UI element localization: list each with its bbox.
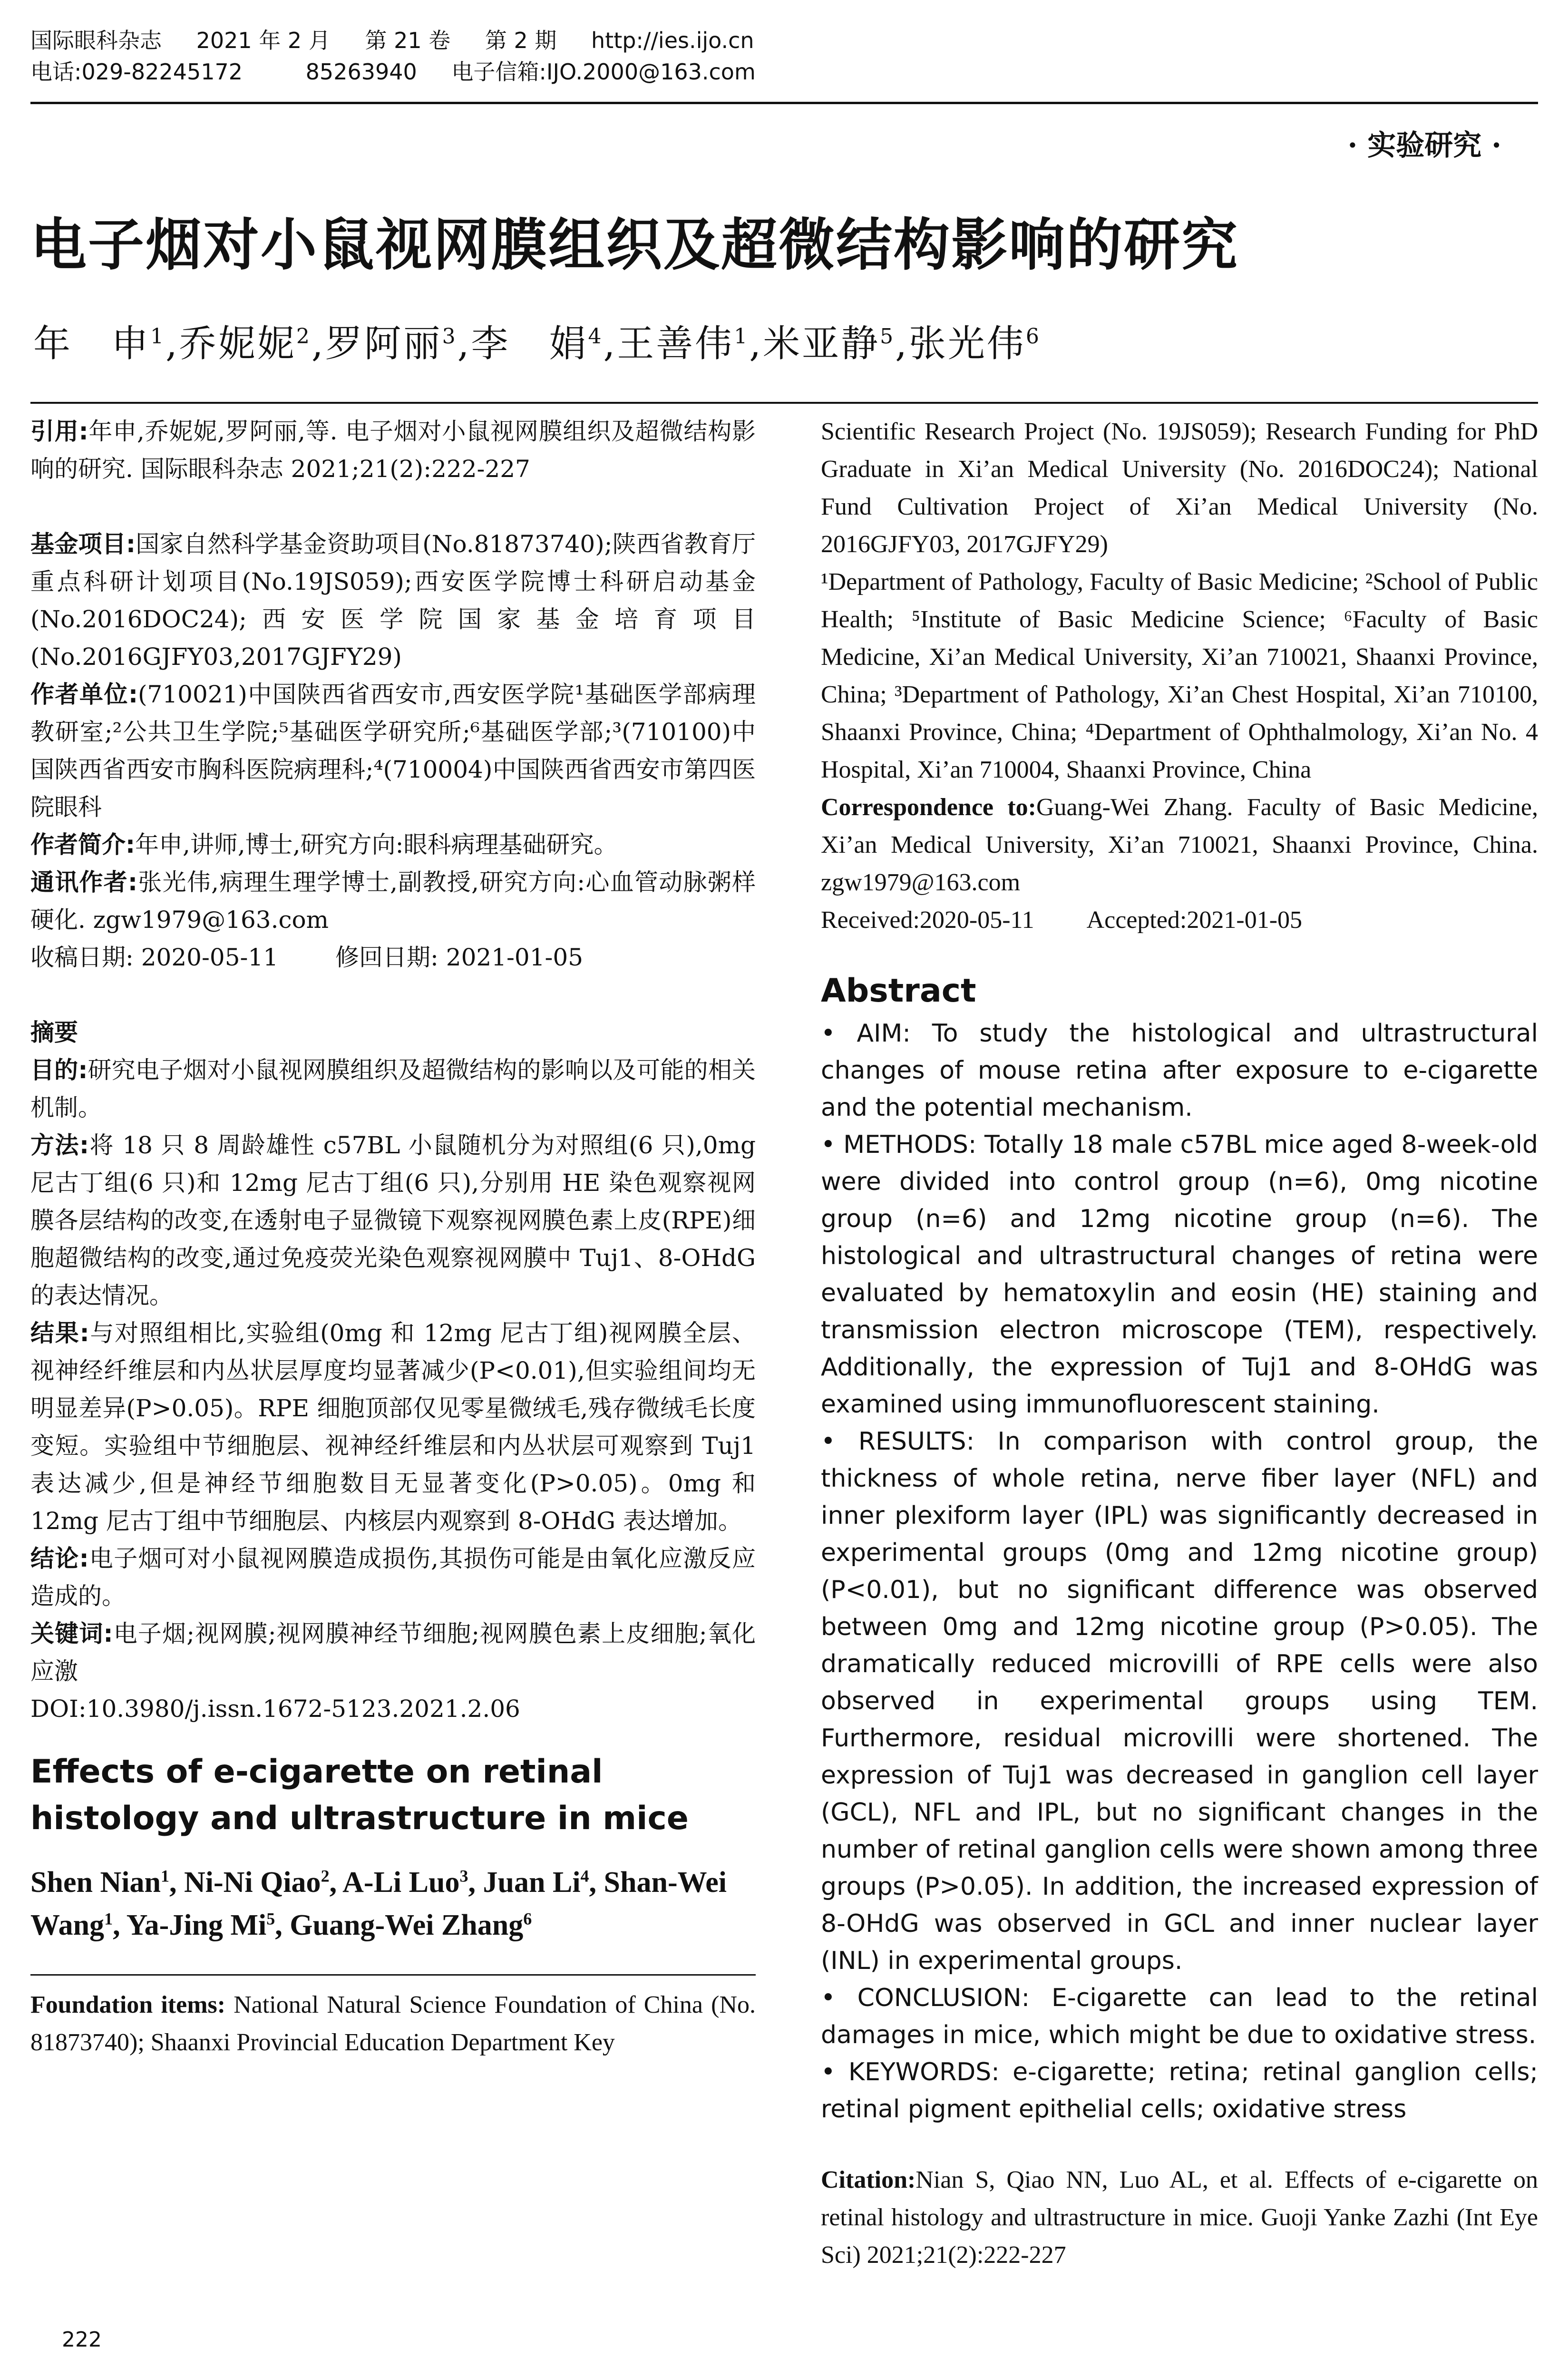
- bio-cn: [30, 826, 756, 864]
- corr-text: 张光伟,病理生理学博士,副教授,研究方向:心血管动脉粥样硬化. zgw1979@163.com: [30, 868, 756, 934]
- methods-text: 将 18 只 8 周龄雄性 c57BL 小鼠随机分为对照组(6 只),0mg 尼古丁组(6 只)和 12mg 尼古丁组(6 只),分别用 HE 染色观察视网膜各层结构的改变,在透射电子显微镜下观察视网膜色素上皮(RPE)细胞超微结构的改变,通过免疫荧光染色观察视网膜中 Tuj1、8-OHdG 的表达情况。: [30, 1131, 756, 1309]
- fund-cn: [30, 526, 756, 676]
- conclusion-text: 电子烟可对小鼠视网膜造成损伤,其损伤可能是由氧化应激反应造成的。: [30, 1545, 756, 1610]
- header-line-2: [30, 56, 1538, 88]
- author-cn: 罗阿丽: [325, 322, 442, 365]
- results-text: 与对照组相比,实验组(0mg 和 12mg 尼古丁组)视网膜全层、视神经纤维层和内丛状层厚度均显著减少(P<0.01),但实验组间均无明显差异(P>0.05)。RPE 细胞顶部仅见零星微绒毛,残存微绒毛长度变短。实验组中节细胞层、视神经纤维层和内丛状层可观察到 Tuj1 表达减少,但是神经节细胞数目无显著变化(P>0.05)。0mg 和 12mg 尼古丁组中节细胞层、内核层内观察到 8-OHdG 表达增加。: [30, 1319, 756, 1535]
- foundation-divider: [30, 1974, 756, 1976]
- unit-label: 作者单位:: [30, 681, 138, 708]
- author-aff: 4: [588, 324, 604, 349]
- affiliations-en: ¹Department of Pathology, Faculty of Basic Medicine; ²School of Public Health; ⁵Institute of Basic Medicine Science; ⁶Faculty of Basic Medicine, Xi’an Medical University, Xi’an 710021, Shaanxi Province, China; ³Department of Pathology, Xi’an Chest Hospital, Xi’an 710100, Shaanxi Province, China; ⁴Department of Ophthalmology, Xi’an No. 4 Hospital, Xi’an 710004, Shaanxi Province, China: [821, 568, 1538, 783]
- header-divider: [30, 102, 1538, 104]
- author-aff: 1: [160, 1866, 169, 1886]
- author-cn: 年 申: [33, 322, 151, 365]
- author-aff: 4: [580, 1866, 589, 1886]
- abstract-body: [821, 1015, 1538, 2128]
- journal-header: [30, 25, 1538, 88]
- author-aff: 2: [296, 324, 312, 349]
- title-divider: [30, 402, 1538, 404]
- citation-text: 年申,乔妮妮,罗阿丽,等. 电子烟对小鼠视网膜组织及超微结构影响的研究. 国际眼科杂志 2021;21(2):222-227: [30, 418, 756, 483]
- author-aff: 3: [442, 324, 458, 349]
- authors-cn: 年 申$^1$,乔妮妮$^2$,罗阿丽$^3$,李 娟$^4$,王善伟$^1$,米亚静$^5$,张光伟$^6$: [33, 322, 1041, 365]
- conclusion-cn: [30, 1540, 756, 1615]
- fund-label: 基金项目:: [30, 530, 136, 558]
- journal-name: 国际眼科杂志: [30, 28, 162, 53]
- foundation-text: National Natural Science Foundation of China (No. 81873740); Shaanxi Provincial Education Department Key: [30, 1991, 756, 2056]
- correspondence-en: [821, 789, 1538, 901]
- issue: 第 2 期: [485, 28, 557, 53]
- unit-text: (710021)中国陕西省西安市,西安医学院¹基础医学部病理教研室;²公共卫生学院;⁵基础医学研究所;⁶基础医学部;³(710100)中国陕西省西安市胸科医院病理科;⁴(710004)中国陕西省西安市第四医院眼科: [30, 681, 756, 821]
- fund-text: 国家自然科学基金资助项目(No.81873740);陕西省教育厅重点科研计划项目(No.19JS059);西安医学院博士科研启动基金(No.2016DOC24);西安医学院国家基金培育项目(No.2016GJFY03,2017GJFY29): [30, 530, 756, 671]
- bio-label: 作者简介:: [30, 831, 135, 858]
- author-aff: 3: [459, 1866, 468, 1886]
- author-aff: 6: [523, 1909, 532, 1929]
- journal-email[interactable]: 电子信箱:IJO.2000@163.com: [451, 59, 756, 85]
- author-en: Shan-Wei Wang: [30, 1866, 727, 1941]
- right-column: [821, 413, 1538, 2274]
- abstract-heading-en: Abstract: [821, 972, 976, 1010]
- issue-date: 2021 年 2 月: [196, 28, 331, 53]
- abstract-heading-cn: 摘要: [30, 1019, 78, 1046]
- foundation-label: Foundation items:: [30, 1991, 226, 2018]
- author-aff: 6: [1025, 324, 1041, 349]
- english-title: Effects of e-cigarette on retinal histology and ultrastructure in mice: [30, 1753, 689, 1837]
- keywords-text: 电子烟;视网膜;视网膜神经节细胞;视网膜色素上皮细胞;氧化应激: [30, 1620, 756, 1685]
- methods-cn: [30, 1127, 756, 1315]
- abstract-aim: • AIM: To study the histological and ultrastructural changes of mouse retina after exposure to e-cigarette and the potential mechanism.: [821, 1019, 1538, 1122]
- volume: 第 21 卷: [365, 28, 451, 53]
- phone: 电话:029-82245172: [30, 59, 243, 85]
- author-cn: 米亚静: [763, 322, 880, 365]
- author-cn: 王善伟: [617, 322, 734, 365]
- author-en: Shen Nian: [30, 1866, 161, 1899]
- author-en: Guang-Wei Zhang: [290, 1909, 524, 1941]
- accepted-en: Accepted:2021-01-05: [1086, 906, 1303, 934]
- author-aff: 1: [104, 1909, 113, 1929]
- author-cn: 乔妮妮: [179, 322, 296, 365]
- unit-cn: [30, 676, 756, 826]
- received-en: Received:2020-05-11: [821, 906, 1034, 934]
- page-number: 222: [62, 2328, 102, 2352]
- author-en: Ya-Jing Mi: [126, 1909, 267, 1941]
- foundation-continued: Scientific Research Project (No. 19JS059); Research Funding for PhD Graduate in Xi’an Medical University (No. 2016DOC24); National Fund Cultivation Project of Xi’an Medical University (No. 2016GJFY03, 2017GJFY29): [821, 418, 1538, 558]
- author-aff: 5: [880, 324, 896, 349]
- keywords-cn: [30, 1615, 756, 1690]
- correspondence-text: Guang-Wei Zhang. Faculty of Basic Medicine, Xi’an Medical University, Xi’an 710021, Shaanxi Province, China. zgw1979@163.com: [821, 794, 1538, 896]
- results-label: 结果:: [30, 1319, 89, 1347]
- section-label: · 实验研究 ·: [1347, 129, 1501, 162]
- correspondence-label: Correspondence to:: [821, 794, 1036, 821]
- dates-en: [821, 901, 1538, 939]
- author-aff: 1: [150, 324, 166, 349]
- left-column: [30, 413, 756, 2061]
- keywords-label: 关键词:: [30, 1620, 113, 1647]
- bio-text: 年申,讲师,博士,研究方向:眼科病理基础研究。: [135, 831, 618, 858]
- citation-label: 引用:: [30, 418, 88, 445]
- author-cn: 张光伟: [908, 322, 1026, 365]
- citation-en-label: Citation:: [821, 2166, 916, 2193]
- corr-cn: [30, 864, 756, 939]
- author-en: Ni-Ni Qiao: [184, 1866, 321, 1899]
- conclusion-label: 结论:: [30, 1545, 89, 1572]
- abstract-results: • RESULTS: In comparison with control group, the thickness of whole retina, nerve fiber layer (NFL) and inner plexiform layer (IPL) was significantly decreased in experimental groups (0mg and 12mg nicotine group) (P<0.01), but no significant difference was observed between 0mg and 12mg nicotine group (P>0.05). The dramatically reduced microvilli of RPE cells were also observed in experimental groups using TEM. Furthermore, residual microvilli were shortened. The expression of Tuj1 was decreased in ganglion cell layer (GCL), NFL and IPL, but no significant changes in the number of retinal ganglion cells were shown among three groups (P>0.05). In addition, the increased expression of 8-OHdG was observed in GCL and inner nuclear layer (INL) in experimental groups.: [821, 1427, 1538, 1975]
- aim-cn: [30, 1052, 756, 1127]
- citation-en-text: Nian S, Qiao NN, Luo AL, et al. Effects of e-cigarette on retinal histology and ultrastructure in mice. Guoji Yanke Zazhi (Int Eye Sci) 2021;21(2):222-227: [821, 2166, 1538, 2269]
- author-aff: 2: [321, 1866, 330, 1886]
- header-line-1: [30, 25, 1538, 56]
- author-cn: 李 娟: [471, 322, 588, 365]
- abstract-conclusion: • CONCLUSION: E-cigarette can lead to the retinal damages in mice, which might be due to oxidative stress.: [821, 1984, 1538, 2049]
- author-aff: 5: [266, 1909, 275, 1929]
- aim-text: 研究电子烟对小鼠视网膜组织及超微结构的影响以及可能的相关机制。: [30, 1056, 756, 1121]
- journal-url[interactable]: http://ies.ijo.cn: [591, 28, 754, 53]
- methods-label: 方法:: [30, 1131, 89, 1159]
- abstract-methods: • METHODS: Totally 18 male c57BL mice aged 8-week-old were divided into control group (n=6), 0mg nicotine group (n=6) and 12mg nicotine group (n=6). The histological and ultrastructural changes of retina were evaluated by hematoxylin and eosin (HE) staining and transmission electron microscope (TEM), respectively. Additionally, the expression of Tuj1 and 8-OHdG was examined using immunofluorescent staining.: [821, 1130, 1538, 1419]
- revised-date: 修回日期: 2021-01-05: [335, 944, 584, 971]
- foundation-en: [30, 1986, 756, 2061]
- author-aff: 1: [734, 324, 750, 349]
- abstract-keywords: • KEYWORDS: e-cigarette; retina; retinal ganglion cells; retinal pigment epithelial cells; oxidative stress: [821, 2058, 1538, 2124]
- author-en: A-Li Luo: [342, 1866, 460, 1899]
- citation-cn: [30, 413, 756, 488]
- author-en: Juan Li: [483, 1866, 581, 1899]
- received-date: 收稿日期: 2020-05-11: [30, 944, 279, 971]
- doi[interactable]: DOI:10.3980/j.issn.1672-5123.2021.2.06: [30, 1695, 520, 1723]
- dates-cn: [30, 939, 756, 976]
- citation-en: [821, 2161, 1538, 2274]
- phone-2: 85263940: [305, 59, 417, 85]
- article-title: 电子烟对小鼠视网膜组织及超微结构影响的研究: [30, 212, 1239, 278]
- results-cn: [30, 1315, 756, 1540]
- corr-label: 通讯作者:: [30, 868, 138, 896]
- authors-en: Shen Nian$^1$, Ni-Ni Qiao$^2$, A-Li Luo$^3$, Juan Li$^4$, Shan-Wei Wang$^1$, Ya-Jing Mi$^5$, Guang-Wei Zhang$^6$: [30, 1866, 727, 1941]
- aim-label: 目的:: [30, 1056, 88, 1084]
